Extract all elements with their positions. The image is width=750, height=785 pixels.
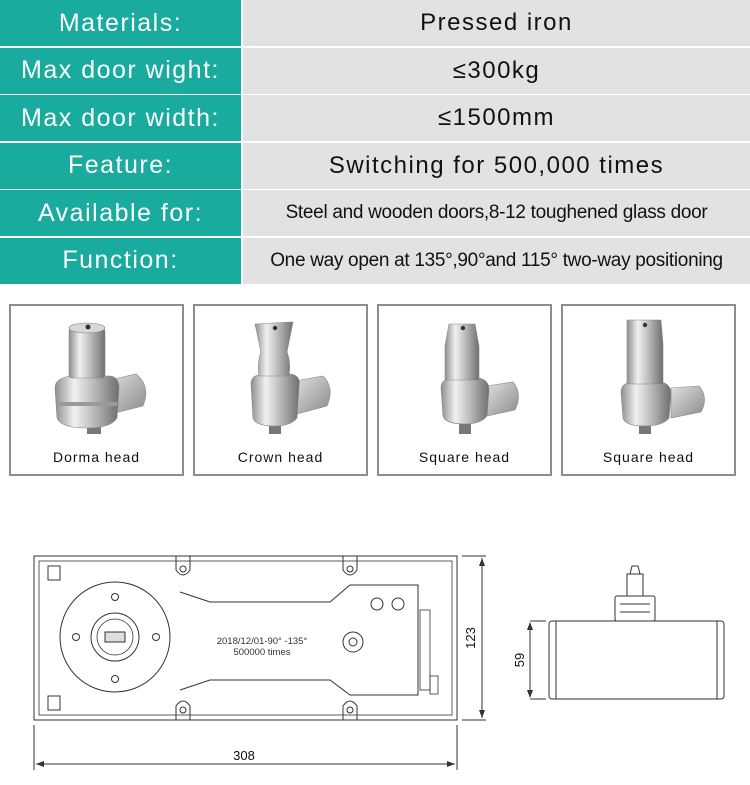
spec-label: Feature:	[0, 143, 241, 189]
spec-value: One way open at 135°,90°and 115° two-way positioning	[243, 238, 750, 284]
spec-label: Max door wight:	[0, 48, 241, 94]
spec-label: Materials:	[0, 0, 241, 46]
product-card-square-2	[561, 304, 736, 476]
spec-row-available-for	[0, 190, 750, 236]
side-view-body	[549, 621, 724, 699]
spec-value: Switching for 500,000 times	[243, 143, 750, 189]
spec-table	[0, 0, 750, 285]
square-head-image	[379, 306, 550, 446]
product-gallery	[9, 304, 745, 480]
dimension-length: 308	[233, 748, 255, 763]
product-card-dorma	[9, 304, 184, 476]
spec-value: ≤300kg	[243, 48, 750, 94]
spec-row-feature	[0, 143, 750, 189]
side-view-shaft	[615, 596, 655, 621]
technical-drawing	[0, 520, 750, 785]
product-caption: Square head	[602, 449, 695, 465]
dorma-head-image	[11, 306, 182, 446]
stamp-line-2: 500000 times	[233, 647, 291, 658]
square-head-image	[563, 306, 734, 446]
spec-value: Pressed iron	[243, 0, 750, 46]
stamp-line-1: 2018/12/01-90° -135°	[216, 636, 308, 647]
product-caption: Square head	[418, 449, 511, 465]
spec-row-max-width	[0, 95, 750, 141]
spec-label: Function:	[0, 238, 241, 284]
spec-label: Max door width:	[0, 95, 241, 141]
spec-row-max-weight	[0, 48, 750, 94]
crown-head-image	[195, 306, 366, 446]
spec-row-function	[0, 238, 750, 284]
product-card-crown	[193, 304, 368, 476]
spec-row-materials	[0, 0, 750, 46]
product-card-square-1	[377, 304, 552, 476]
spec-value: Steel and wooden doors,8-12 toughened glass door	[243, 190, 750, 236]
dimension-width: 123	[463, 627, 478, 649]
spec-value: ≤1500mm	[243, 95, 750, 141]
spec-label: Available for:	[0, 190, 241, 236]
product-caption: Dorma head	[52, 449, 141, 465]
product-caption: Crown head	[237, 449, 324, 465]
dimension-height: 59	[512, 652, 527, 668]
